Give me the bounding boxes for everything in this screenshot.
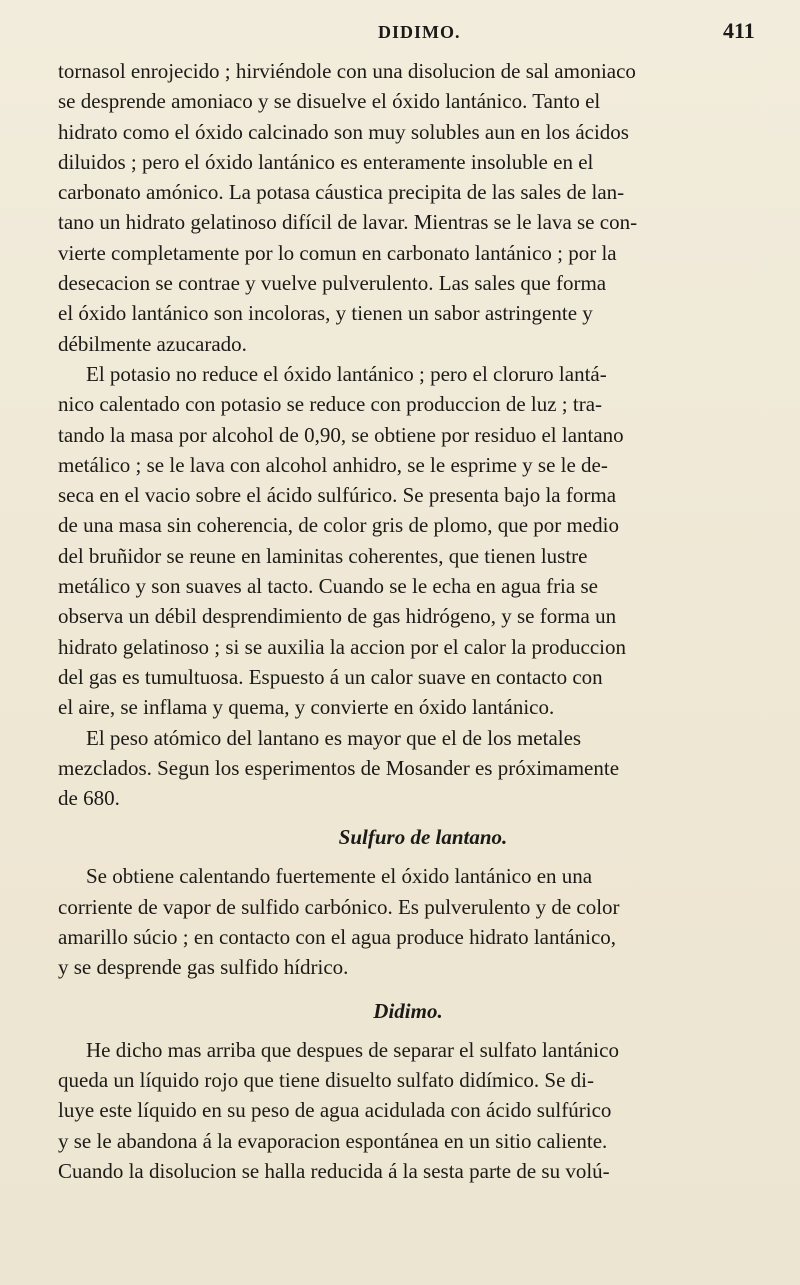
- page-number: 411: [723, 18, 755, 43]
- text-line: corriente de vapor de sulfido carbónico. Es pulverulento y de color: [58, 894, 620, 919]
- text-line: tornasol enrojecido ; hirviéndole con una disolucion de sal amoniaco: [58, 59, 636, 83]
- text-line: tando la masa por alcohol de 0,90, se obtiene por residuo el lantano: [58, 422, 624, 447]
- text-line: mezclados. Segun los esperimentos de Mosander es próximamente: [58, 755, 620, 780]
- text-line: se desprende amoniaco y se disuelve el óxido lantánico. Tanto el: [58, 89, 601, 114]
- text-line: hidrato como el óxido calcinado son muy solubles aun en los ácidos: [58, 119, 629, 144]
- text-line: seca en el vacio sobre el ácido sulfúrico. Se presenta bajo la forma: [58, 483, 617, 508]
- text-line: y se desprende gas sulfido hídrico.: [58, 955, 349, 980]
- text-line: nico calentado con potasio se reduce con produccion de luz ; tra-: [58, 392, 603, 417]
- text-line: diluidos ; pero el óxido lantánico es enteramente insoluble en el: [58, 149, 594, 174]
- text-line: tano un hidrato gelatinoso difícil de lavar. Mientras se le lava se con-: [58, 210, 638, 235]
- text-line: El peso atómico del lantano es mayor que el de los metales: [86, 725, 582, 750]
- text-line: metálico ; se le lava con alcohol anhidro, se le esprime y se le de-: [58, 452, 608, 477]
- section-heading-sulfuro: Sulfuro de lantano.: [338, 825, 508, 850]
- text-line: amarillo súcio ; en contacto con el agua produce hidrato lantánico,: [58, 925, 617, 950]
- text-line: Cuando la disolucion se halla reducida á la sesta parte de su volú-: [58, 1158, 610, 1183]
- paragraph-lanthanum-oxide: [58, 56, 748, 359]
- text-line: observa un débil desprendimiento de gas hidrógeno, y se forma un: [58, 604, 617, 629]
- text-line: luye este líquido en su peso de agua acidulada con ácido sulfúrico: [58, 1098, 612, 1123]
- text-line: Se obtiene calentando fuertemente el óxido lantánico en una: [86, 864, 593, 889]
- paragraph-atomic-weight: [58, 723, 748, 814]
- text-line: vierte completamente por lo comun en carbonato lantánico ; por la: [58, 240, 617, 265]
- text-line: carbonato amónico. La potasa cáustica precipita de las sales de lan-: [58, 180, 625, 205]
- section-heading-didimo: Didimo.: [373, 998, 443, 1023]
- text-line: y se le abandona á la evaporacion espontánea en un sitio caliente.: [58, 1128, 608, 1153]
- text-line: el aire, se inflama y quema, y convierte en óxido lantánico.: [58, 695, 555, 720]
- text-line: del gas es tumultuosa. Espuesto á un calor suave en contacto con: [58, 664, 603, 689]
- body-text: [58, 56, 748, 1186]
- paragraph-potassium: [58, 359, 748, 723]
- text-line: de 680.: [58, 786, 120, 811]
- text-line: desecacion se contrae y vuelve pulverulento. Las sales que forma: [58, 271, 607, 296]
- text-line: de una masa sin coherencia, de color gris de plomo, que por medio: [58, 513, 619, 538]
- text-line: El potasio no reduce el óxido lantánico ; pero el cloruro lantá-: [86, 361, 607, 386]
- running-head: [60, 18, 760, 54]
- text-line: el óxido lantánico son incoloras, y tienen un sabor astringente y: [58, 301, 593, 326]
- text-line: queda un líquido rojo que tiene disuelto sulfato didímico. Se di-: [58, 1067, 594, 1092]
- text-line: del bruñidor se reune en laminitas coherentes, que tienen lustre: [58, 543, 588, 568]
- text-line: He dicho mas arriba que despues de separar el sulfato lantánico: [86, 1037, 619, 1062]
- paragraph-sulfuro: [58, 861, 748, 982]
- running-title: DIDIMO.: [378, 22, 461, 42]
- paragraph-didimo: [58, 1035, 748, 1186]
- text-line: hidrato gelatinoso ; si se auxilia la accion por el calor la produccion: [58, 634, 626, 659]
- text-line: débilmente azucarado.: [58, 331, 247, 356]
- text-line: metálico y son suaves al tacto. Cuando se le echa en agua fria se: [58, 574, 598, 599]
